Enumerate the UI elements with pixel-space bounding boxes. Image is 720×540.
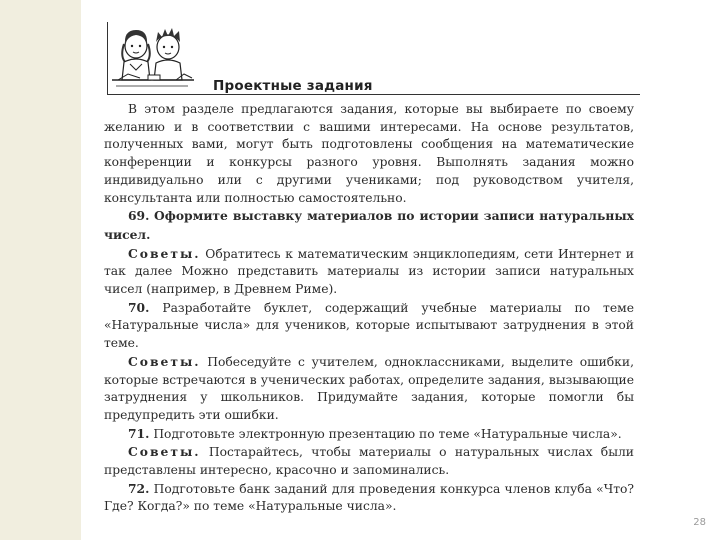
illustration-frame [107,22,194,95]
task-text: Оформите выставку материалов по истории записи натуральных чисел. [104,208,634,242]
intro-paragraph: В этом разделе предлагаются задания, которые вы выбираете по своему желанию и в соответствии с вашими интересами. На основе результатов, полученных вами, могут быть подготовлены сообщения на математические конференции и конкурсы разного уровня. Выполнять задания можно индивидуально или с другими учениками; под руководством учителя, консультанта или полностью самостоятельно. [104,102,634,205]
advice-71 [104,443,634,479]
page-number: 28 [693,517,706,528]
task-70 [104,299,634,353]
advice-70 [104,353,634,425]
advice-label: Советы. [128,444,201,460]
advice-text: Обратитесь к математическим энциклопедиям, сети Интернет и так далее Можно представить материалы из истории записи натуральных чисел (например, в Древнем Риме). [104,246,634,297]
task-number: 69. [128,208,150,224]
advice-label: Советы. [128,245,201,261]
task-71 [104,425,634,444]
task-text: Подготовьте банк заданий для проведения конкурса членов клуба «Что? Где? Когда?» по теме «Натуральные числа». [104,481,634,514]
title-divider [107,94,640,95]
task-text: Подготовьте электронную презентацию по теме «Натуральные числа». [153,426,622,441]
task-number: 71. [128,425,150,441]
section-title: Проектные задания [213,78,373,94]
section-body [104,101,634,516]
left-decorative-band [0,0,81,540]
task-text: Разработайте буклет, содержащий учебные материалы по теме «Натуральные числа» для учеников, которые испытывают затруднения в этой теме. [104,300,634,351]
task-69 [104,207,634,244]
two-children-reading-icon [110,22,194,92]
section-header [107,22,647,102]
advice-label: Советы. [128,353,201,369]
task-72 [104,480,634,516]
advice-69 [104,245,634,299]
task-number: 70. [128,299,150,315]
task-number: 72. [128,480,150,496]
advice-text: Побеседуйте с учителем, одноклассниками, выделите ошибки, которые встречаются в ученических работах, определите задания, вызывающие затруднения у школьников. Придумайте задания, которые помогли бы предупредить эти ошибки. [104,354,634,422]
advice-text: Постарайтесь, чтобы материалы о натуральных числах были представлены интересно, красочно и запоминались. [104,445,634,478]
